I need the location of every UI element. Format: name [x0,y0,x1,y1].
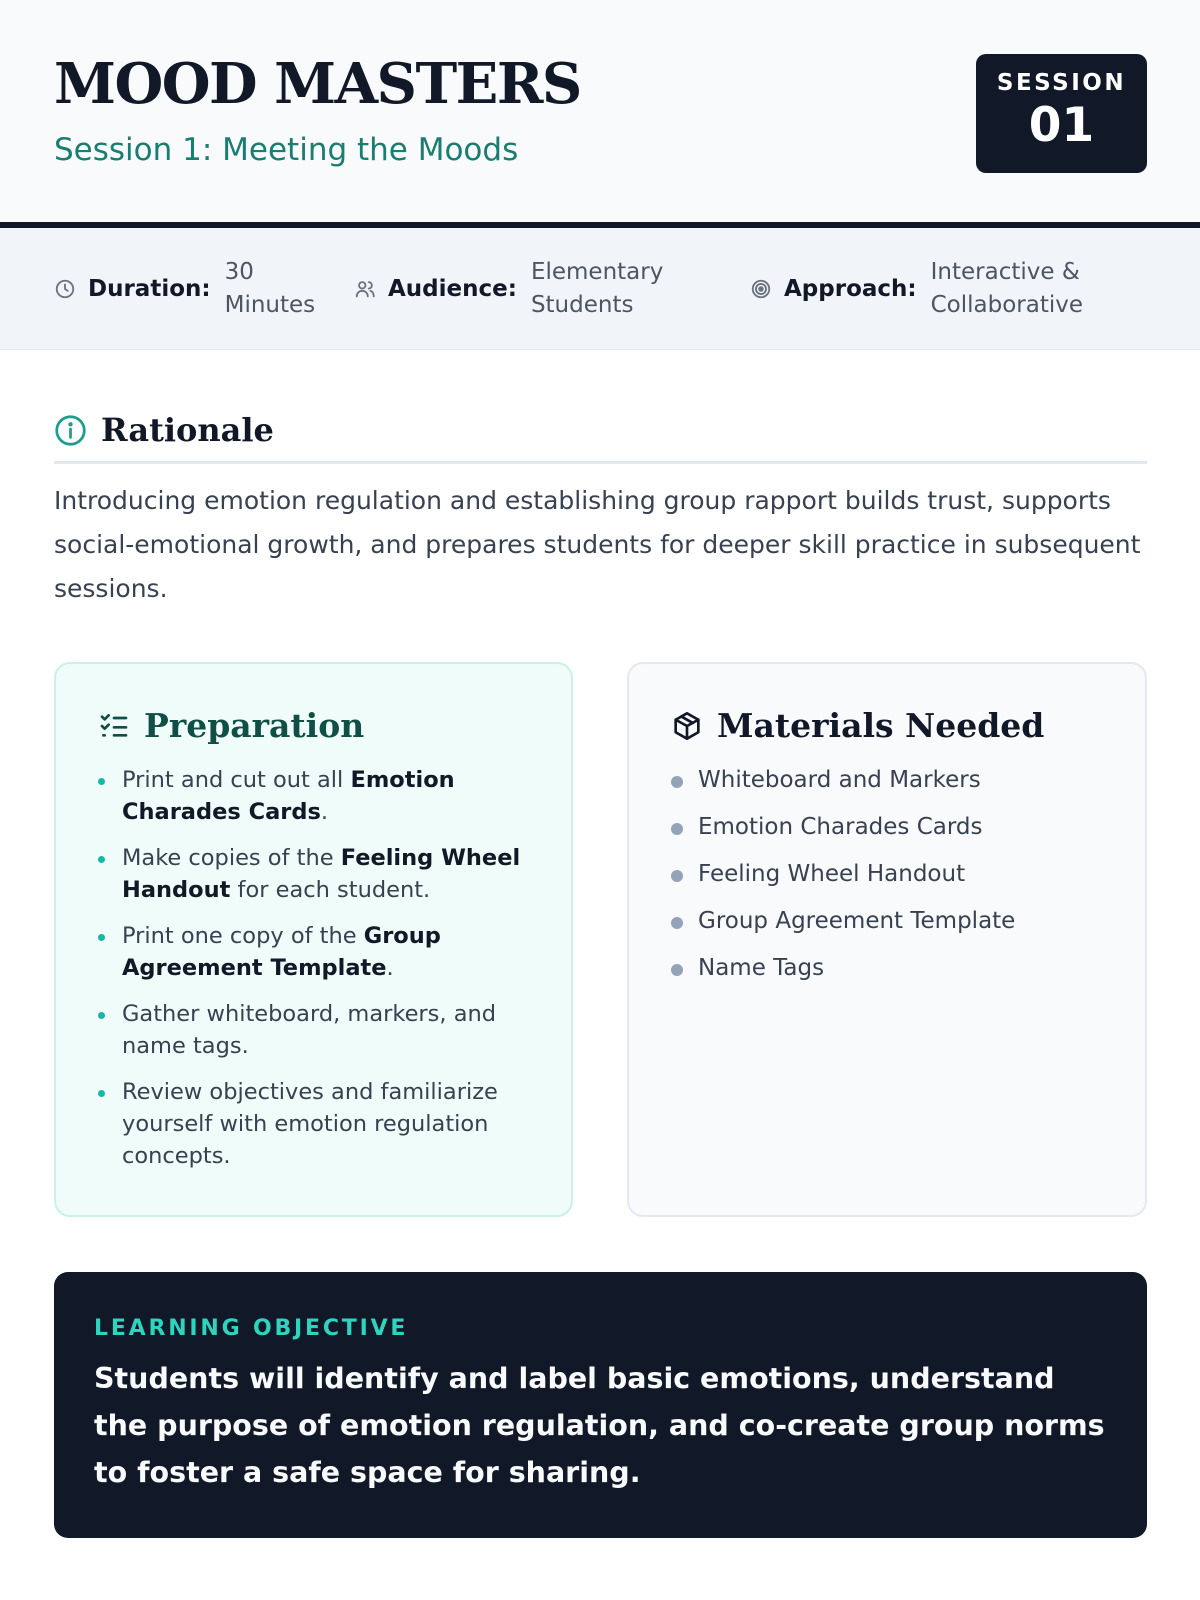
target-icon [750,278,772,300]
list-item: Print and cut out all Emotion Charades Cards. [98,764,531,828]
objective-label: LEARNING OBJECTIVE [94,1316,409,1341]
session-meta-bar [0,228,1200,350]
list-item: Review objectives and familiarize yourself with emotion regulation concepts. [98,1076,531,1172]
list-item: Feeling Wheel Handout [671,858,1105,890]
meta-approach-label: Approach: [784,276,917,302]
list-item: Emotion Charades Cards [671,811,1105,843]
list-item: Whiteboard and Markers [671,764,1105,796]
list-item: Group Agreement Template [671,905,1105,937]
clock-icon [54,278,76,300]
preparation-title: Preparation [144,706,365,745]
meta-duration [54,256,315,322]
meta-duration-value: 30 Minutes [224,259,316,318]
preparation-list [98,764,531,1172]
session-badge [976,54,1147,173]
learning-objective-panel [54,1272,1147,1538]
users-icon [354,278,376,300]
meta-approach [750,256,1083,322]
preparation-heading [98,706,531,746]
preparation-card [54,662,573,1217]
materials-heading [671,706,1105,746]
list-item: Gather whiteboard, markers, and name tags. [98,998,531,1062]
package-icon [671,710,703,742]
materials-card [627,662,1147,1217]
list-item: Print one copy of the Group Agreement Template. [98,920,531,984]
materials-title: Materials Needed [717,706,1045,745]
meta-duration-label: Duration: [88,276,211,302]
list-item: Name Tags [671,952,1105,984]
page-title: MOOD MASTERS [54,51,581,117]
page-header [0,0,1200,228]
materials-list [671,764,1105,984]
page-subtitle: Session 1: Meeting the Moods [54,132,519,168]
info-icon [54,414,87,447]
meta-audience [354,256,663,322]
meta-approach-value: Interactive & Collaborative [930,259,1084,318]
meta-audience-value: Elementary Students [530,259,664,318]
session-label: SESSION [996,70,1127,96]
rationale-title: Rationale [101,411,274,449]
rationale-text: Introducing emotion regulation and establishing group rapport builds trust, supports social-emotional growth, and prepares students for deeper skill practice in subsequent sessions. [54,486,1141,603]
meta-audience-label: Audience: [388,276,517,302]
objective-text: Students will identify and label basic emotions, understand the purpose of emotion regulation, and co-create group norms to foster a safe space for sharing. [94,1362,1105,1489]
list-item: Make copies of the Feeling Wheel Handout for each student. [98,842,531,906]
session-number: 01 [1028,98,1095,153]
checklist-icon [98,710,130,742]
rationale-heading [54,412,1147,464]
